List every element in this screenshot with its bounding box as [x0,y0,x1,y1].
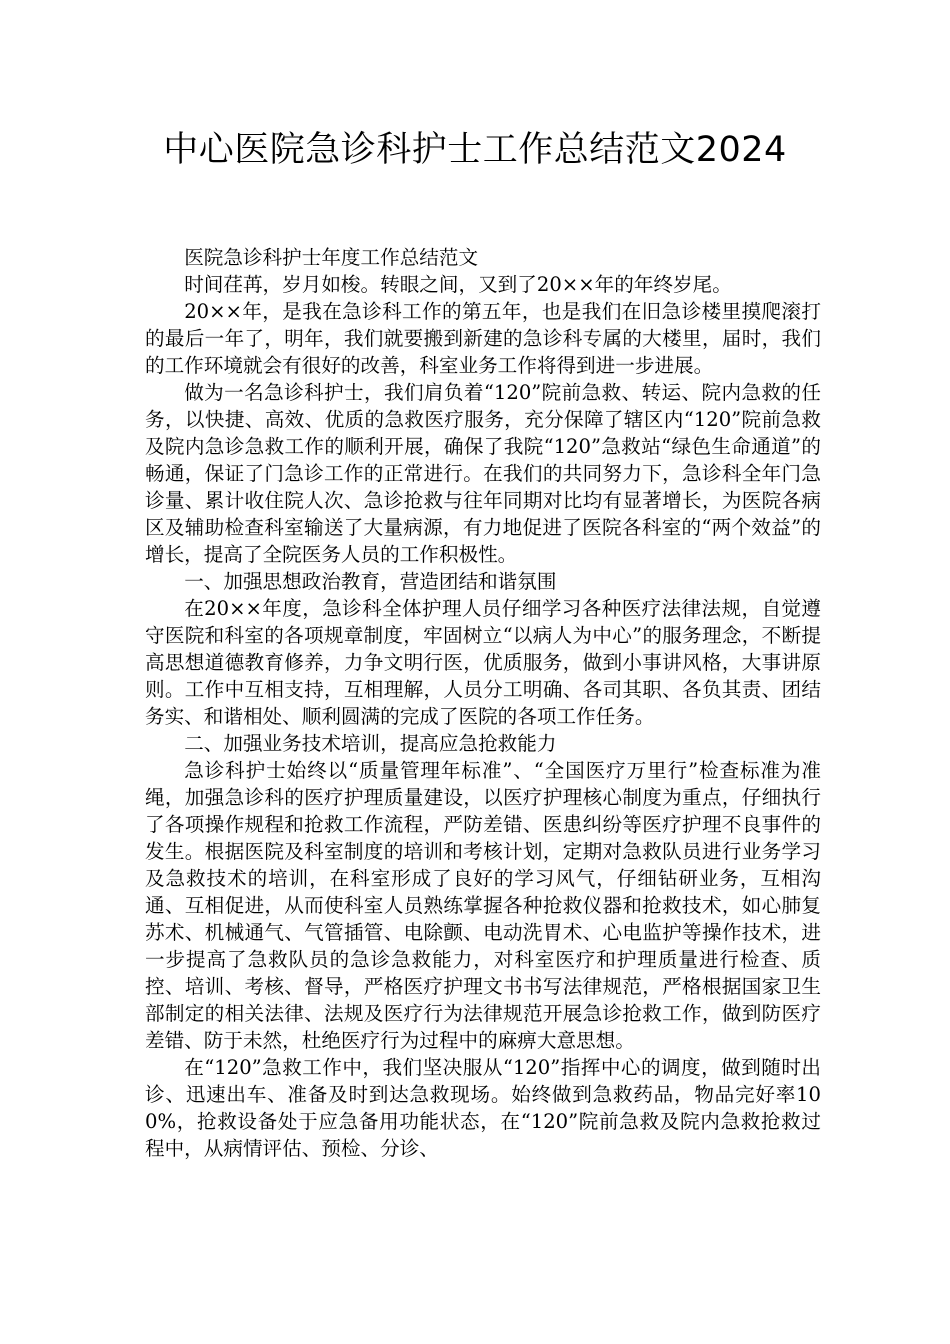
body-paragraph: 在“120”急救工作中，我们坚决服从“120”指挥中心的调度，做到随时出诊、迅速出车、准备及时到达急救现场。始终做到急救药品，物品完好率100%，抢救设备处于应急备用功能状态，在“120”院前急救及院内急救抢救过程中，从病情评估、预检、分诊、 [145,1056,821,1160]
section-heading: 二、加强业务技术培训，提高应急抢救能力 [184,732,557,755]
body-paragraph-subtitle: 医院急诊科护士年度工作总结范文 [184,246,479,269]
body-paragraph: 在20××年度，急诊科全体护理人员仔细学习各种医疗法律法规，自觉遵守医院和科室的各项规章制度，牢固树立“以病人为中心”的服务理念，不断提高思想道德教育修养，力争文明行医，优质服务，做到小事讲风格，大事讲原则。工作中互相支持，互相理解，人员分工明确、各司其职、各负其责、团结务实、和谐相处、顺利圆满的完成了医院的各项工作任务。 [145,597,821,728]
body-paragraph: 做为一名急诊科护士，我们肩负着“120”院前急救、转运、院内急救的任务，以快捷、高效、优质的急救医疗服务，充分保障了辖区内“120”院前急救及院内急诊急救工作的顺利开展，确保了我院“120”急救站“绿色生命通道”的畅通，保证了门急诊工作的正常进行。在我们的共同努力下，急诊科全年门急诊量、累计收住院人次、急诊抢救与往年同期对比均有显著增长，为医院各病区及辅助检查科室输送了大量病源，有力地促进了医院各科室的“两个效益”的增长，提高了全院医务人员的工作积极性。 [145,381,821,566]
body-paragraph: 时间荏苒，岁月如梭。转眼之间，又到了20××年的年终岁尾。 [184,273,732,296]
document-title: 中心医院急诊科护士工作总结范文2024 [163,130,787,170]
body-paragraph: 急诊科护士始终以“质量管理年标准”、“全国医疗万里行”检查标准为准绳，加强急诊科的医疗护理质量建设，以医疗护理核心制度为重点，仔细执行了各项操作规程和抢救工作流程，严防差错、医患纠纷等医疗护理不良事件的发生。根据医院及科室制度的培训和考核计划，定期对急救队员进行业务学习及急救技术的培训，在科室形成了良好的学习风气，仔细钻研业务，互相沟通、互相促进，从而使科室人员熟练掌握各种抢救仪器和抢救技术，如心肺复苏术、机械通气、气管插管、电除颤、电动洗胃术、心电监护等操作技术，进一步提高了急救队员的急诊急救能力，对科室医疗和护理质量进行检查、质控、培训、考核、督导，严格医疗护理文书书写法律规范，严格根据国家卫生部制定的相关法律、法规及医疗行为法律规范开展急诊抢救工作，做到防医疗差错、防于未然，杜绝医疗行为过程中的麻痹大意思想。 [145,759,821,1052]
body-paragraph: 20××年，是我在急诊科工作的第五年，也是我们在旧急诊楼里摸爬滚打的最后一年了，明年，我们就要搬到新建的急诊科专属的大楼里，届时，我们的工作环境就会有很好的改善，科室业务工作将得到进一步进展。 [145,300,821,377]
document-body [145,244,821,1162]
section-heading: 一、加强思想政治教育，营造团结和谐氛围 [184,570,557,593]
